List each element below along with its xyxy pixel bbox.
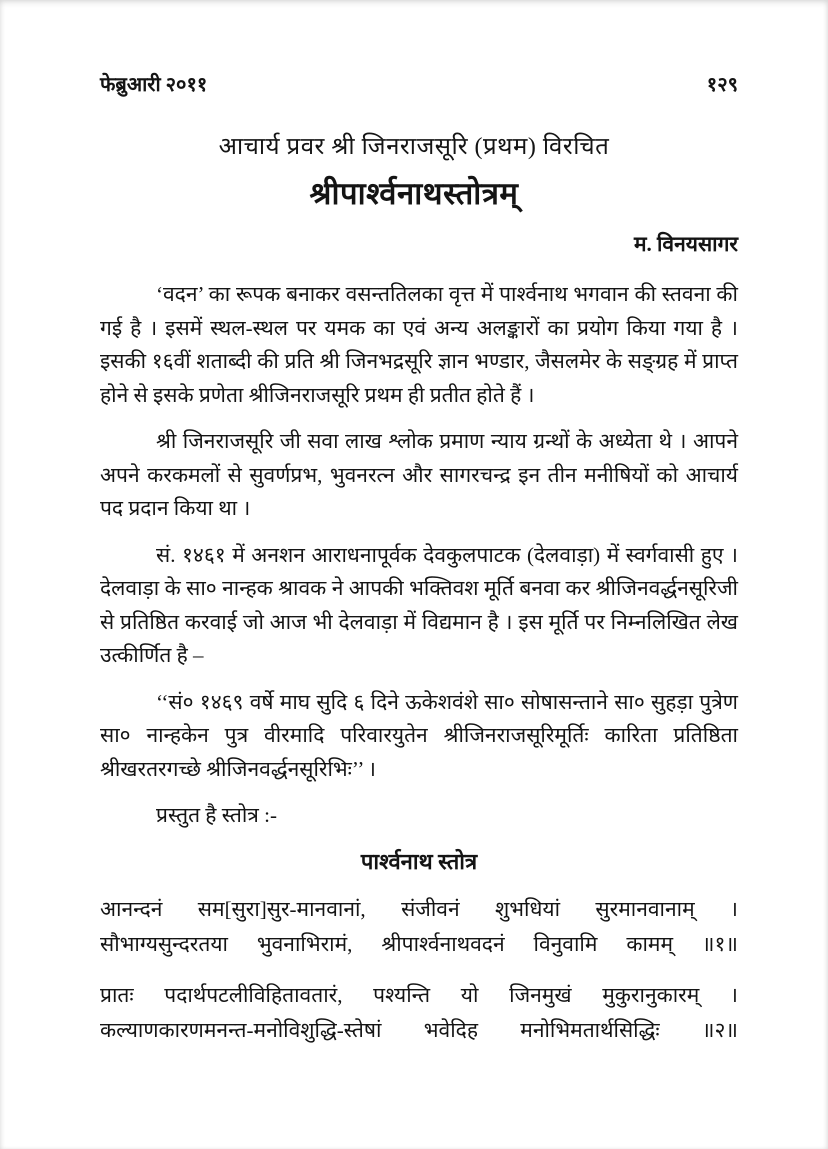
verse-2-line-1: प्रातः पदार्थपटलीविहितावतारं, पश्यन्ति यो जिनमुखं मुकुरानुकारम् । [100, 982, 738, 1007]
issue-date: फेब्रुआरी २०११ [100, 74, 208, 96]
verse-2 [100, 978, 738, 1048]
article-byline: आचार्य प्रवर श्री जिनराजसूरि (प्रथम) विरचित [218, 134, 610, 160]
stotra-section [0, 846, 828, 1048]
article-body [0, 258, 828, 833]
paragraph-stotra-lead-in: प्रस्तुत है स्तोत्र :- [156, 803, 277, 827]
paragraph-demise: सं. १४६१ में अनशन आराधनापूर्वक देवकुलपाटक (देलवाड़ा) में स्वर्गवासी हुए । देलवाड़ा के सा० नान्हक श्रावक ने आपकी भक्तिवश मूर्ति बनवा कर श्रीजिनवर्द्धनसूरिजी से प्रतिष्ठित करवाई जो आज भी देलवाड़ा में विद्यमान है । इस मूर्ति पर निम्नलिखित लेख उत्कीर्णित है – [100, 542, 738, 667]
stotra-heading: पार्श्वनाथ स्तोत्र [360, 848, 478, 874]
page-number: १२९ [706, 74, 738, 96]
verse-1 [100, 892, 738, 962]
article-main-title: श्रीपार्श्वनाथस्तोत्रम् [309, 176, 519, 211]
paragraph-inscription-quote: ‘‘सं० १४६९ वर्षे माघ सुदि ६ दिने ऊकेशवंशे सा० सोषासन्ताने सा० सुहड़ा पुत्रेण सा० नान्हकेन पुत्र वीरमादि परिवारयुतेन श्रीजिनराजसूरिमूर्तिः कारिता प्रतिष्ठिता श्रीखरतरगच्छे श्रीजिनवर्द्धनसूरिभिः’’ । [100, 689, 738, 781]
page-header [0, 0, 828, 97]
paragraph-introduction: ‘वदन’ का रूपक बनाकर वसन्ततिलका वृत्त में पार्श्वनाथ भगवान की स्तवना की गई है । इसमें स्थल-स्थल पर यमक का एवं अन्य अलङ्कारों का प्रयोग किया गया है । इसकी १६वीं शताब्दी की प्रति श्री जिनभद्रसूरि ज्ञान भण्डार, जैसलमेर के सङ्ग्रह में प्राप्त होने से इसके प्रणेता श्रीजिनराजसूरि प्रथम ही प्रतीत होते हैं । [100, 282, 738, 407]
paragraph-scholarship: श्री जिनराजसूरि जी सवा लाख श्लोक प्रमाण न्याय ग्रन्थों के अध्येता थे । आपने अपने करकमलों से सुवर्णप्रभ, भुवनरत्न और सागरचन्द्र इन तीन मनीषियों को आचार्य पद प्रदान किया था । [100, 429, 738, 520]
verse-2-line-2: कल्याणकारणमनन्त-मनोविशुद्धि-स्तेषां भवेदिह मनोभिमतार्थसिद्धिः ॥२॥ [100, 1017, 738, 1042]
verse-1-line-1: आनन्दनं सम[सुरा]सुर-मानवानां, संजीवनं शुभधियां सुरमानवानाम् । [100, 896, 738, 921]
title-block [0, 129, 828, 258]
verse-1-line-2: सौभाग्यसुन्दरतया भुवनाभिरामं, श्रीपार्श्वनाथवदनं विनुवामि कामम् ॥१॥ [100, 931, 738, 956]
author-name: म. विनयसागर [633, 232, 738, 256]
